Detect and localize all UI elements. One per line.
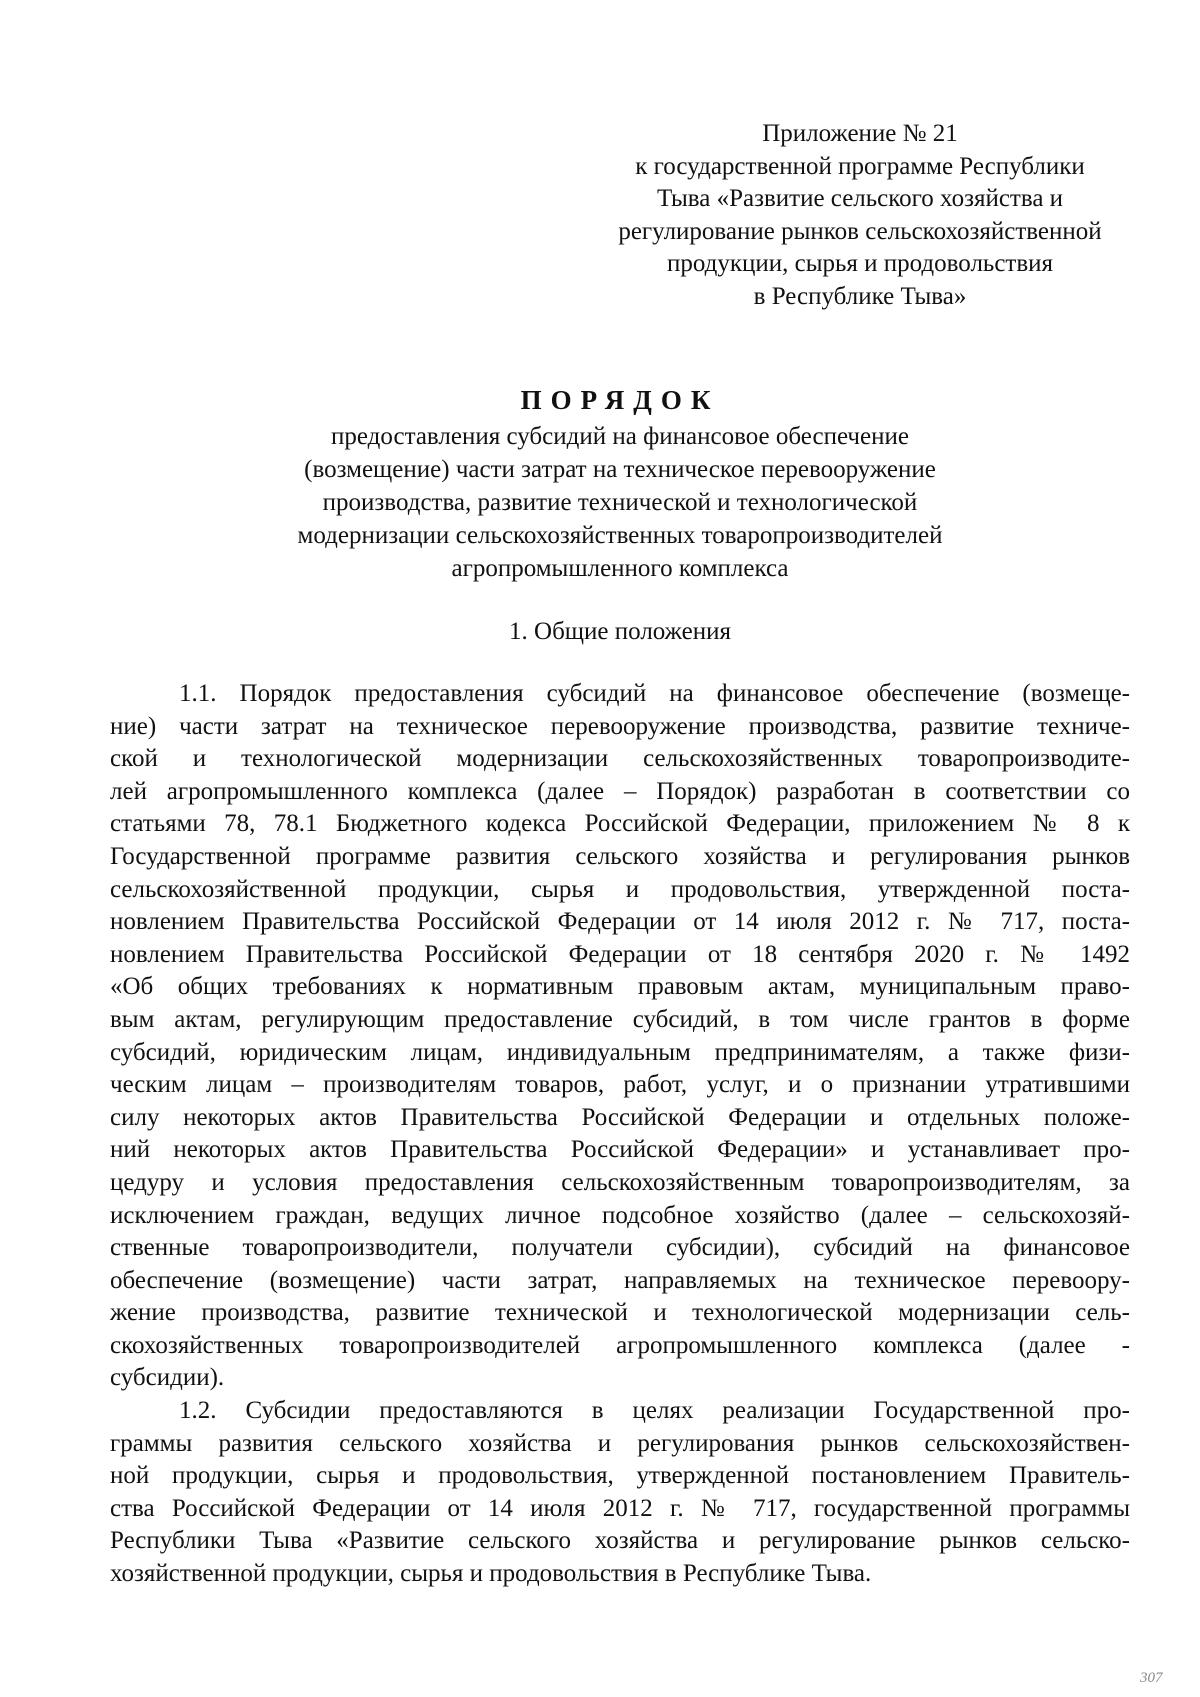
subtitle-line: агропромышленного комплекса <box>451 555 789 582</box>
text-line: субсидии). <box>110 1364 225 1392</box>
text-line: статьями 78, 78.1 Бюджетного кодекса Российской Федерации, приложением № 8 к <box>110 810 1130 838</box>
appendix-line: в Республике Тыва» <box>753 282 967 310</box>
text-line: новлением Правительства Российской Федерации от 18 сентября 2020 г. № 1492 <box>110 940 1130 968</box>
text-line: обеспечение (возмещение) части затрат, направляемых на техническое перевоору- <box>110 1266 1130 1294</box>
appendix-line: к государственной программе Республики <box>635 152 1085 180</box>
text-line: цедуру и условия предоставления сельскохозяйственным товаропроизводителям, за <box>110 1168 1130 1196</box>
document-title: ПОРЯДОК <box>520 385 720 415</box>
document-subtitle <box>200 420 1040 585</box>
text-line: ства Российской Федерации от 14 июля 2012 г. № 717, государственной программы <box>110 1494 1130 1522</box>
appendix-line: Приложение № 21 <box>762 120 958 147</box>
text-line: 1.2. Субсидии предоставляются в целях реализации Государственной про- <box>179 1397 1130 1425</box>
text-line: сельскохозяйственной продукции, сырья и продовольствия, утвержденной поста- <box>110 875 1130 903</box>
text-line: ческим лицам – производителям товаров, работ, услуг, и о признании утратившими <box>110 1071 1130 1099</box>
text-line: новлением Правительства Российской Федерации от 14 июля 2012 г. № 717, поста- <box>110 908 1130 936</box>
text-line: ственные товаропроизводители, получатели субсидии), субсидий на финансовое <box>110 1234 1130 1262</box>
text-line: вым актам, регулирующим предоставление субсидий, в том числе грантов в форме <box>110 1005 1130 1033</box>
section-heading: 1. Общие положения <box>509 618 731 645</box>
text-line: силу некоторых актов Правительства Российской Федерации и отдельных положе- <box>110 1103 1130 1131</box>
paragraph-1-2 <box>110 1395 1130 1591</box>
body-text <box>110 678 1130 1591</box>
text-line: «Об общих требованиях к нормативным правовым актам, муниципальным право- <box>110 973 1130 1001</box>
text-line: граммы развития сельского хозяйства и регулирования рынков сельскохозяйствен- <box>110 1429 1130 1457</box>
text-line: лей агропромышленного комплекса (далее – Порядок) разработан в соответствии со <box>110 777 1130 805</box>
subtitle-line: (возмещение) части затрат на техническое перевооружение <box>304 456 936 483</box>
text-line: Государственной программе развития сельского хозяйства и регулирования рынков <box>110 842 1130 870</box>
text-line: 1.1. Порядок предоставления субсидий на финансовое обеспечение (возмеще- <box>179 680 1130 707</box>
text-line: жение производства, развитие технической и технологической модернизации сель- <box>110 1299 1130 1327</box>
page-mark: 307 <box>1140 1670 1163 1686</box>
subtitle-line: предоставления субсидий на финансовое обеспечение <box>331 423 909 450</box>
appendix-line: Тыва «Развитие сельского хозяйства и <box>656 185 1064 213</box>
paragraph-1-1 <box>110 678 1130 1395</box>
appendix-line: продукции, сырья и продовольствия <box>666 250 1054 278</box>
text-line: ной продукции, сырья и продовольствия, утвержденной постановлением Правитель- <box>110 1462 1130 1490</box>
text-line: субсидий, юридическим лицам, индивидуальным предпринимателям, а также физи- <box>110 1038 1130 1066</box>
text-line: ской и технологической модернизации сельскохозяйственных товаропроизводите- <box>110 745 1130 773</box>
text-line: ние) части затрат на техническое перевооружение производства, развитие техниче- <box>110 712 1130 740</box>
appendix-header <box>560 118 1160 314</box>
text-line: скохозяйственных товаропроизводителей агропромышленного комплекса (далее - <box>110 1331 1130 1359</box>
text-line: хозяйственной продукции, сырья и продовольствия в Республике Тыва. <box>110 1560 872 1588</box>
text-line: Республики Тыва «Развитие сельского хозяйства и регулирование рынков сельско- <box>110 1527 1130 1555</box>
subtitle-line: производства, развитие технической и технологической <box>322 489 918 516</box>
text-line: ний некоторых актов Правительства Российской Федерации» и устанавливает про- <box>110 1136 1130 1164</box>
subtitle-line: модернизации сельскохозяйственных товаропроизводителей <box>297 522 943 549</box>
appendix-line: регулирование рынков сельскохозяйственной <box>618 217 1102 245</box>
text-line: исключением граждан, ведущих личное подсобное хозяйство (далее – сельскохозяй- <box>110 1201 1130 1229</box>
